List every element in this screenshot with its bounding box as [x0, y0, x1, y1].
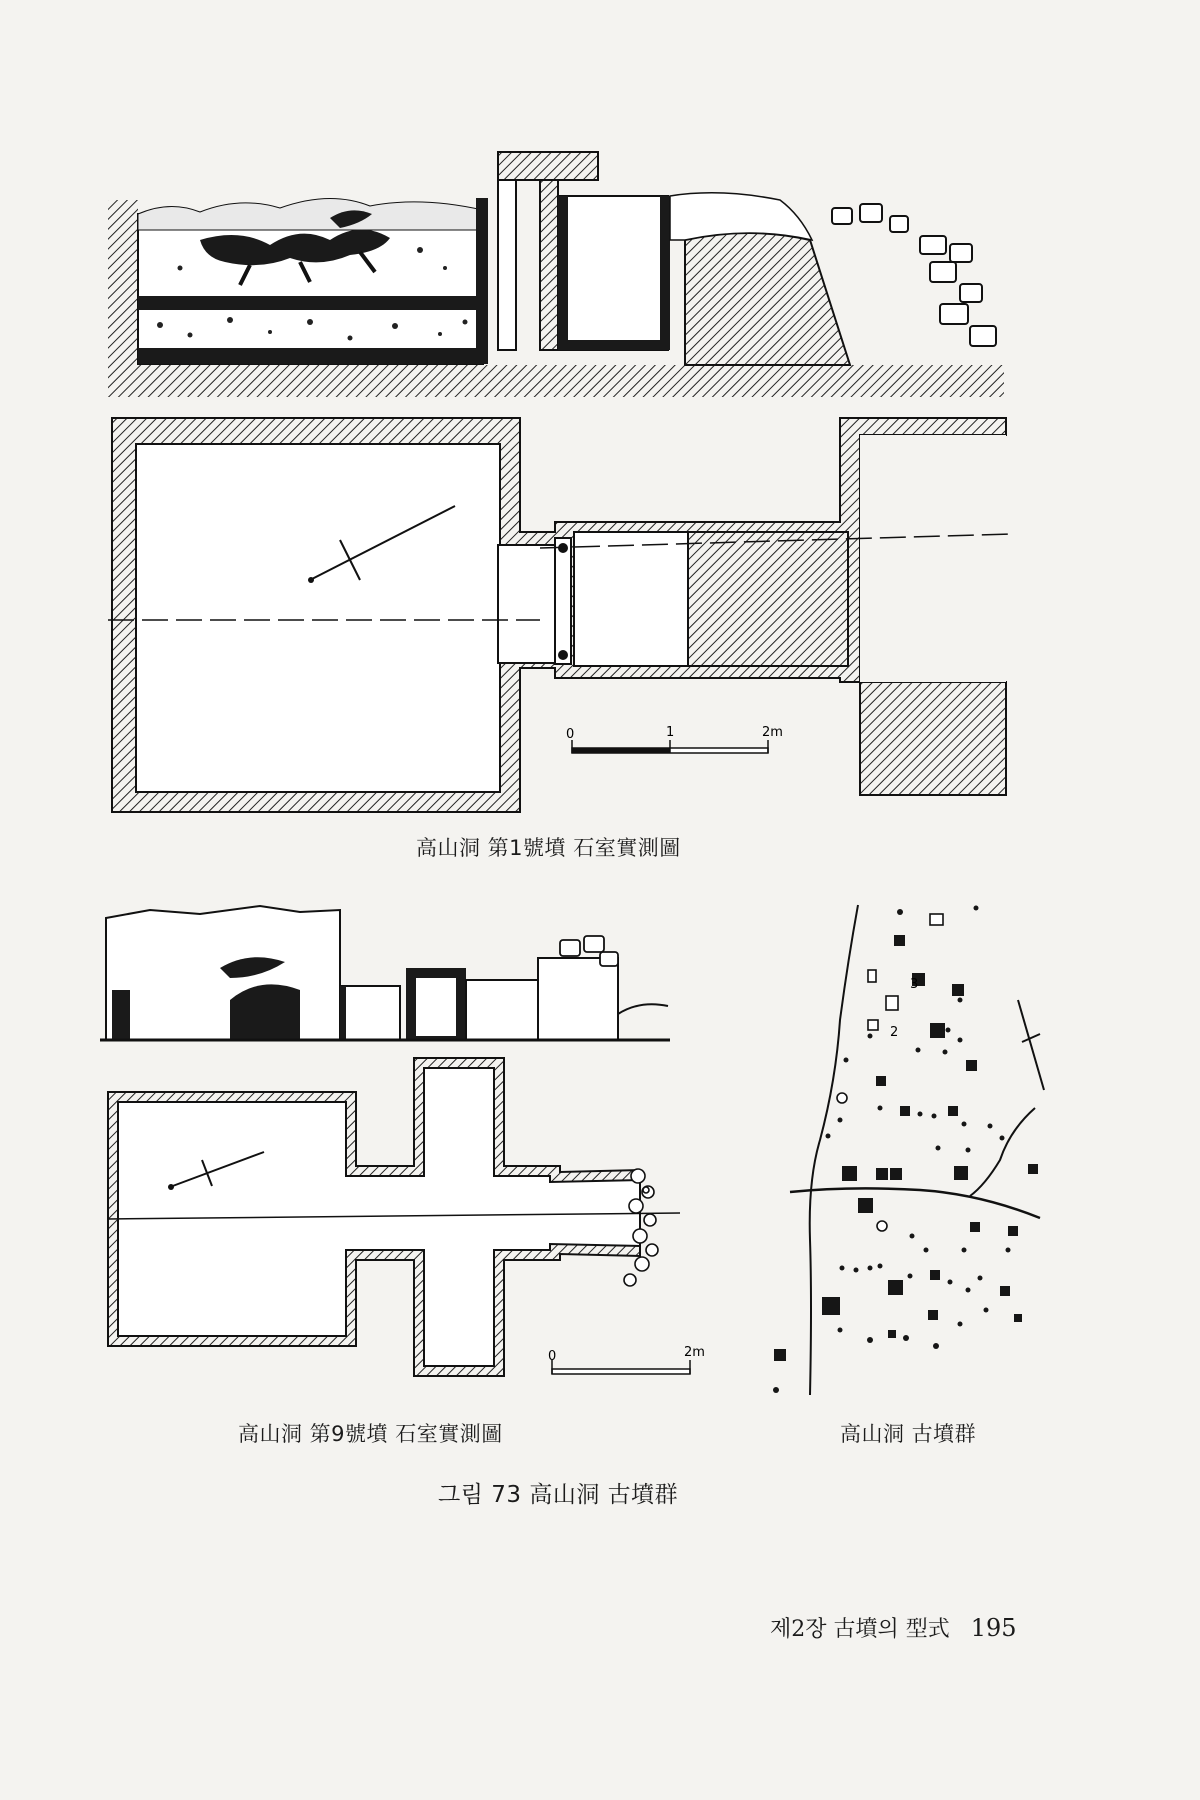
map-label-3: 3 [910, 977, 919, 992]
page-footer [770, 1612, 1017, 1643]
tomb9-scale-bar [548, 1345, 705, 1374]
tomb1-elevation [108, 152, 1004, 397]
page-number: 195 [970, 1614, 1017, 1642]
figure-title: 그림 73 高山洞 古墳群 [438, 1482, 679, 1508]
tomb-group-map [773, 905, 1044, 1395]
tomb1-scale-mid: 1 [666, 725, 675, 740]
tomb9-scale-end: 2m [684, 1345, 705, 1360]
tomb9-elevation [100, 906, 670, 1040]
tomb9-plan [108, 1058, 680, 1376]
tomb-group-caption: 高山洞 古墳群 [840, 1422, 977, 1446]
tomb1-scale-start: 0 [566, 727, 575, 742]
chapter-title: 제2장 古墳의 型式 [770, 1617, 950, 1642]
tomb9-scale-start: 0 [548, 1349, 557, 1364]
tomb9-caption: 高山洞 第9號墳 石室實測圖 [238, 1422, 503, 1446]
tomb1-plan [108, 418, 1010, 812]
tomb1-caption: 高山洞 第1號墳 石室實測圖 [416, 836, 681, 860]
tomb1-scale-bar [566, 725, 783, 753]
tomb1-scale-end: 2m [762, 725, 783, 740]
map-label-2: 2 [890, 1025, 899, 1040]
